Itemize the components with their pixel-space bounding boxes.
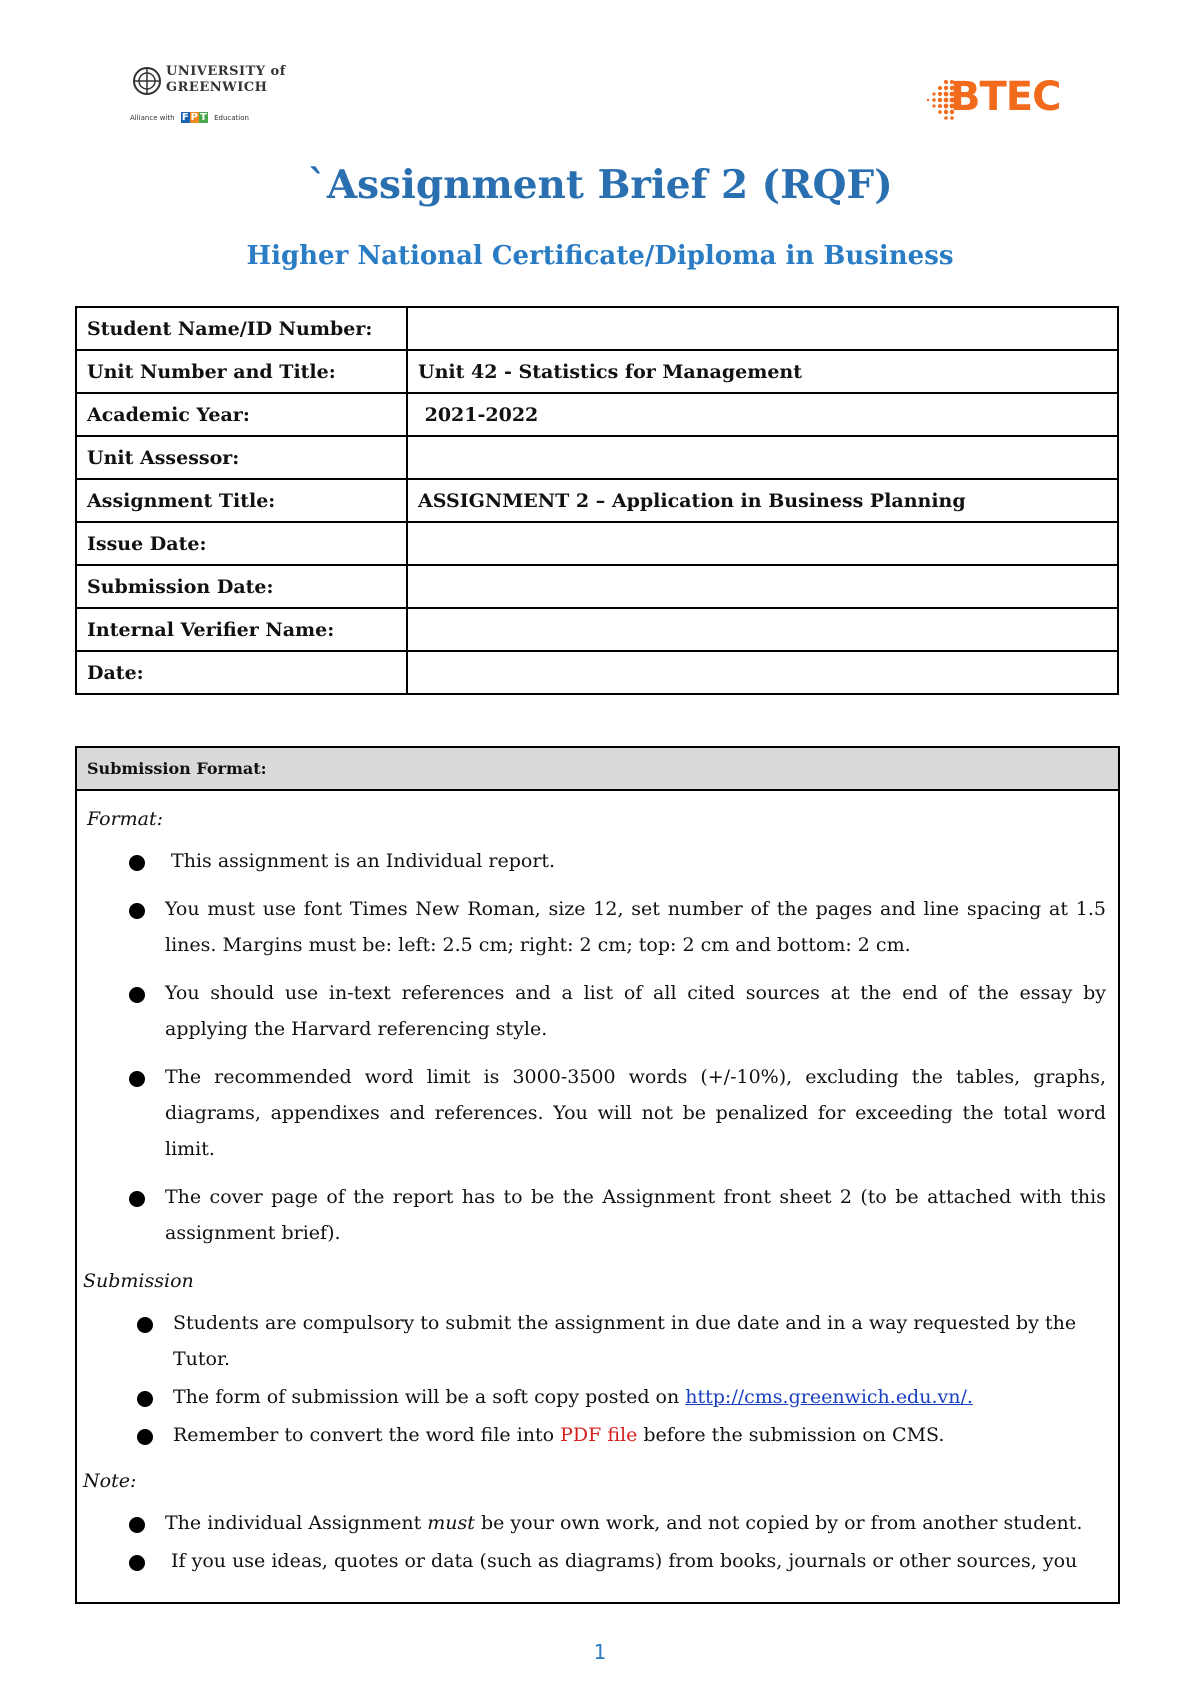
list-item-text: You should use in-text references and a list of all cited sources at the end of the essay by applying the Harvard referencing style. [165,982,1106,1040]
list-item [87,1417,1106,1453]
row-value [407,522,1118,565]
list-item-text: before the submission on CMS. [637,1424,945,1446]
list-item [87,975,1106,1047]
table-row [76,522,1118,565]
row-value [407,608,1118,651]
list-item-text: This assignment is an Individual report. [165,850,556,872]
row-label: Unit Assessor: [76,436,407,479]
list-item-text: The form of submission will be a soft copy posted on [173,1386,686,1408]
greenwich-crest-icon [132,66,162,96]
bullet-icon [129,1517,145,1533]
table-row [76,608,1118,651]
bullet-icon [129,903,145,919]
table-row [76,393,1118,436]
bullet-icon [129,987,145,1003]
table-row [76,565,1118,608]
note-list [87,1505,1106,1579]
list-item-text: The individual Assignment [165,1512,428,1534]
submission-format-box [75,746,1120,1604]
bullet-icon [137,1317,153,1333]
row-label: Submission Date: [76,565,407,608]
list-item [87,1179,1106,1251]
row-label: Date: [76,651,407,694]
row-value: Unit 42 - Statistics for Management [407,350,1118,393]
table-row [76,479,1118,522]
fpt-logo [179,112,210,123]
list-item-text: If you use ideas, quotes or data (such as diagrams) from books, journals or other sources, you [165,1550,1078,1572]
row-value [407,436,1118,479]
page-number: 1 [593,1640,607,1664]
row-label: Assignment Title: [76,479,407,522]
pdf-file-highlight: PDF file [560,1424,638,1446]
list-item [87,1543,1106,1579]
must-emphasis: must [427,1512,475,1534]
row-label: Unit Number and Title: [76,350,407,393]
row-value: ASSIGNMENT 2 – Application in Business Planning [407,479,1118,522]
page-title: `Assignment Brief 2 (RQF) [307,162,893,208]
row-label: Student Name/ID Number: [76,307,407,350]
uog-name-line1: UNIVERSITY of [166,64,286,79]
fpt-letter-t: T [200,112,207,123]
row-value [407,565,1118,608]
bullet-icon [137,1391,153,1407]
submission-format-body [77,801,1118,1579]
row-label: Academic Year: [76,393,407,436]
btec-logo [926,74,1066,124]
row-value [407,307,1118,350]
btec-wordmark: BTEC [950,74,1061,120]
list-item [87,1305,1106,1377]
bullet-icon [129,1555,145,1571]
row-value [407,651,1118,694]
alliance-post: Education [214,114,249,122]
table-row [76,307,1118,350]
list-item-text: The recommended word limit is 3000-3500 words (+/-10%), excluding the tables, graphs, diagrams, appendixes and references. You will not be penalized for exceeding the total word limit. [165,1066,1106,1160]
table-row [76,651,1118,694]
cms-link[interactable]: http://cms.greenwich.edu.vn/. [685,1386,973,1408]
bullet-icon [137,1429,153,1445]
bullet-icon [129,1191,145,1207]
uog-name-line2: GREENWICH [166,80,268,95]
fpt-letter-p: P [190,112,199,123]
list-item [87,1059,1106,1167]
fpt-letter-f: F [181,112,189,123]
assignment-info-table [75,306,1119,695]
bullet-icon [129,855,145,871]
list-item [87,1379,1106,1415]
list-item-text: Remember to convert the word file into [173,1424,561,1446]
format-list [87,843,1106,1251]
list-item [87,843,1106,879]
format-label: Format: [87,808,164,830]
note-label: Note: [83,1470,137,1492]
university-of-greenwich-logo [130,62,290,130]
list-item-text: The cover page of the report has to be the Assignment front sheet 2 (to be attached with this assignment brief). [165,1186,1106,1244]
list-item-text: You must use font Times New Roman, size 12, set number of the pages and line spacing at 1.5 lines. Margins must be: left: 2.5 cm; right: 2 cm; top: 2 cm and bottom: 2 cm. [165,898,1106,956]
bullet-icon [129,1071,145,1087]
list-item [87,1505,1106,1541]
list-item [87,891,1106,963]
list-item-text: be your own work, and not copied by or from another student. [474,1512,1083,1534]
table-row [76,350,1118,393]
submission-label: Submission [83,1270,194,1292]
submission-format-header: Submission Format: [77,748,1118,791]
row-label: Issue Date: [76,522,407,565]
row-value: 2021-2022 [407,393,1118,436]
table-row [76,436,1118,479]
fpt-alliance-line [130,112,249,123]
submission-list [87,1305,1106,1453]
alliance-pre: Alliance with [130,114,175,122]
row-label: Internal Verifier Name: [76,608,407,651]
list-item-text: Students are compulsory to submit the assignment in due date and in a way requested by the Tutor. [173,1312,1077,1370]
page-subtitle: Higher National Certificate/Diploma in Business [246,241,954,271]
